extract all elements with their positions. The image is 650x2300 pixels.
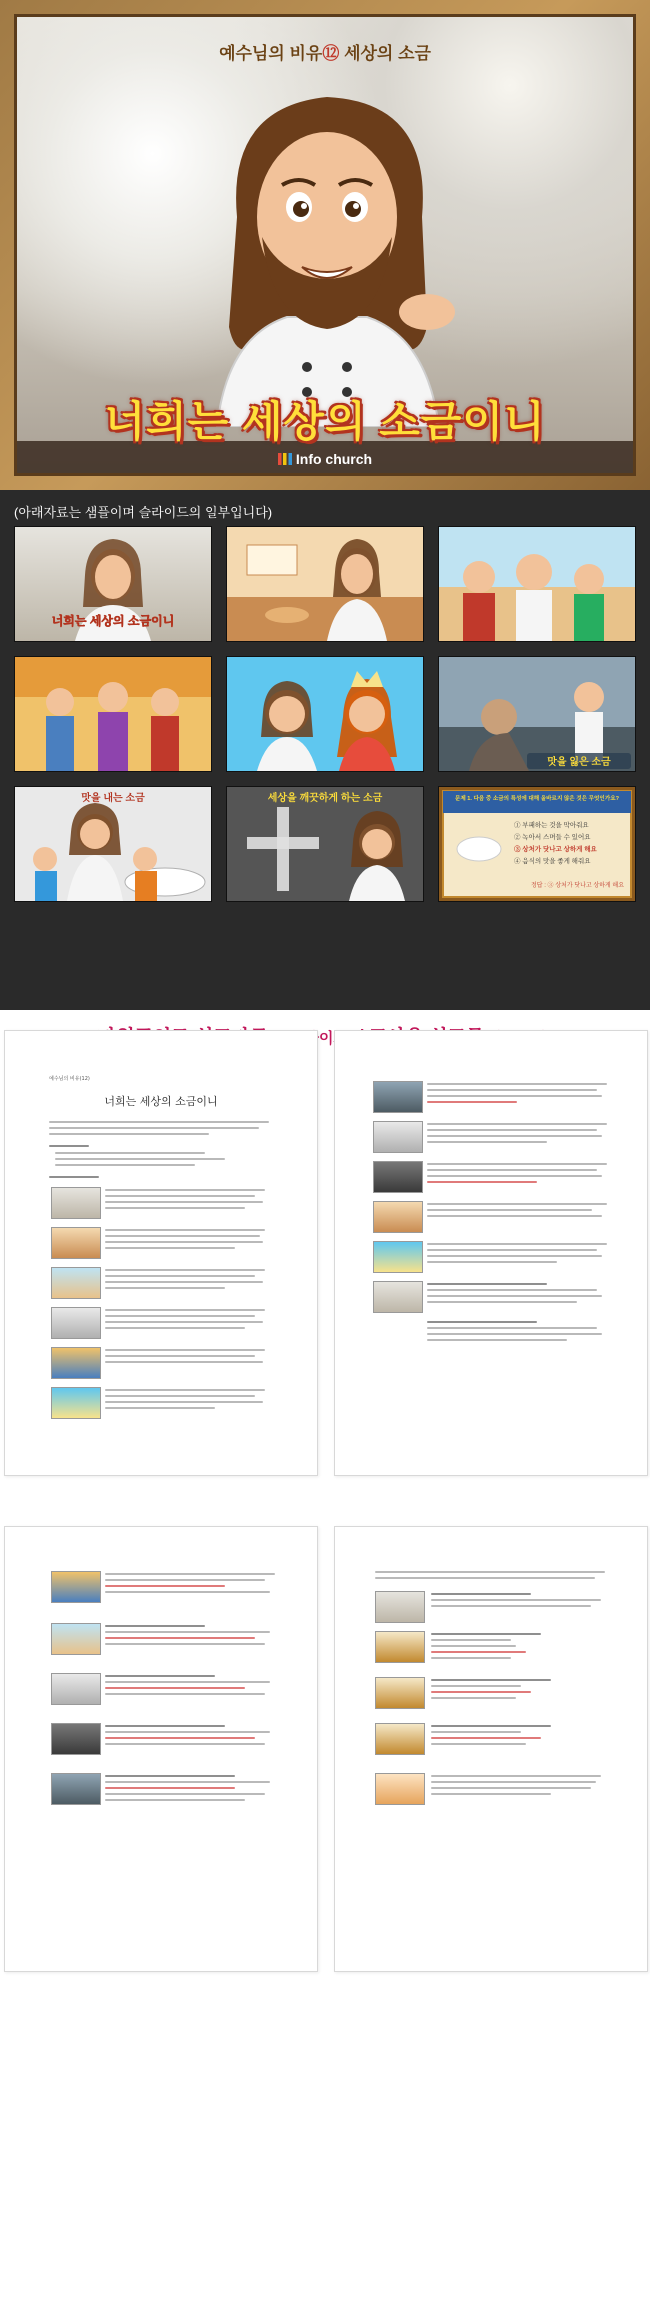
slide-thumbnail-1 — [14, 526, 212, 642]
document-page-3 — [4, 1526, 318, 1972]
slide-8-caption: 세상을 깨끗하게 하는 소금 — [267, 793, 383, 804]
document-page-1 — [4, 1030, 318, 1476]
slide-thumbnail-8 — [226, 786, 424, 902]
quiz-option-2: ② 녹아서 스며들 수 있어요 — [514, 834, 591, 841]
hero-title: 너희는 세상의 소금이니 — [104, 398, 546, 445]
slide-5-art — [227, 657, 423, 771]
slide-thumbnail-2 — [226, 526, 424, 642]
slide-4-art — [15, 657, 211, 771]
sample-note: (아래자료는 샘플이며 슬라이드의 일부입니다) — [14, 505, 273, 520]
slide-8-art — [227, 787, 423, 901]
slide-6-art — [439, 657, 635, 771]
slide-2-art — [227, 527, 423, 641]
document-page-4 — [334, 1526, 648, 1972]
slide-1-art — [15, 527, 211, 641]
hero-banner — [0, 0, 650, 490]
logo-bars-icon — [278, 453, 292, 465]
slide-6-caption: 맛을 잃은 소금 — [547, 757, 611, 768]
hero-subtitle-title: 세상의 소금 — [344, 44, 431, 63]
doc-page-1-header: 예수님의 비유(12) — [49, 1076, 90, 1082]
quiz-option-4: ④ 음식의 맛을 좋게 해줘요 — [514, 858, 591, 865]
sample-slides-section — [0, 490, 650, 1010]
hero-logo — [17, 451, 633, 467]
doc-page-1-title: 너희는 세상의 소금이니 — [104, 1095, 218, 1108]
quiz-title: 문제 1. 다음 중 소금의 특성에 대해 올바르지 않은 것은 무엇인가요? — [454, 796, 620, 802]
slide-thumbnail-3 — [438, 526, 636, 642]
slide-thumbnail-4 — [14, 656, 212, 772]
slide-3-art — [439, 527, 635, 641]
quiz-answer: 정답 : ③ 상처가 닷나고 상하게 해요 — [530, 883, 624, 889]
slide-thumbnail-9-quiz — [438, 786, 636, 902]
hero-subtitle — [17, 39, 633, 64]
slide-7-caption: 맛을 내는 소금 — [81, 793, 145, 804]
slide-thumbnail-7 — [14, 786, 212, 902]
slide-thumbnail-5 — [226, 656, 424, 772]
quiz-option-1: ① 부패하는 것을 막아줘요 — [514, 822, 589, 829]
quiz-option-3: ③ 상처가 닷나고 상하게 해요 — [514, 846, 597, 853]
hero-subtitle-prefix: 예수님의 비유 — [219, 44, 323, 63]
jesus-illustration — [177, 67, 477, 427]
hero-logo-text: Info church — [295, 451, 373, 467]
hero-image — [14, 14, 636, 476]
slide-1-caption: 너희는 세상의 소금이니 — [51, 614, 175, 628]
slide-7-art — [15, 787, 211, 901]
hero-subtitle-number: ⑫ — [322, 44, 340, 63]
document-page-2 — [334, 1030, 648, 1476]
slide-thumbnail-6 — [438, 656, 636, 772]
slide-9-art — [439, 787, 635, 901]
